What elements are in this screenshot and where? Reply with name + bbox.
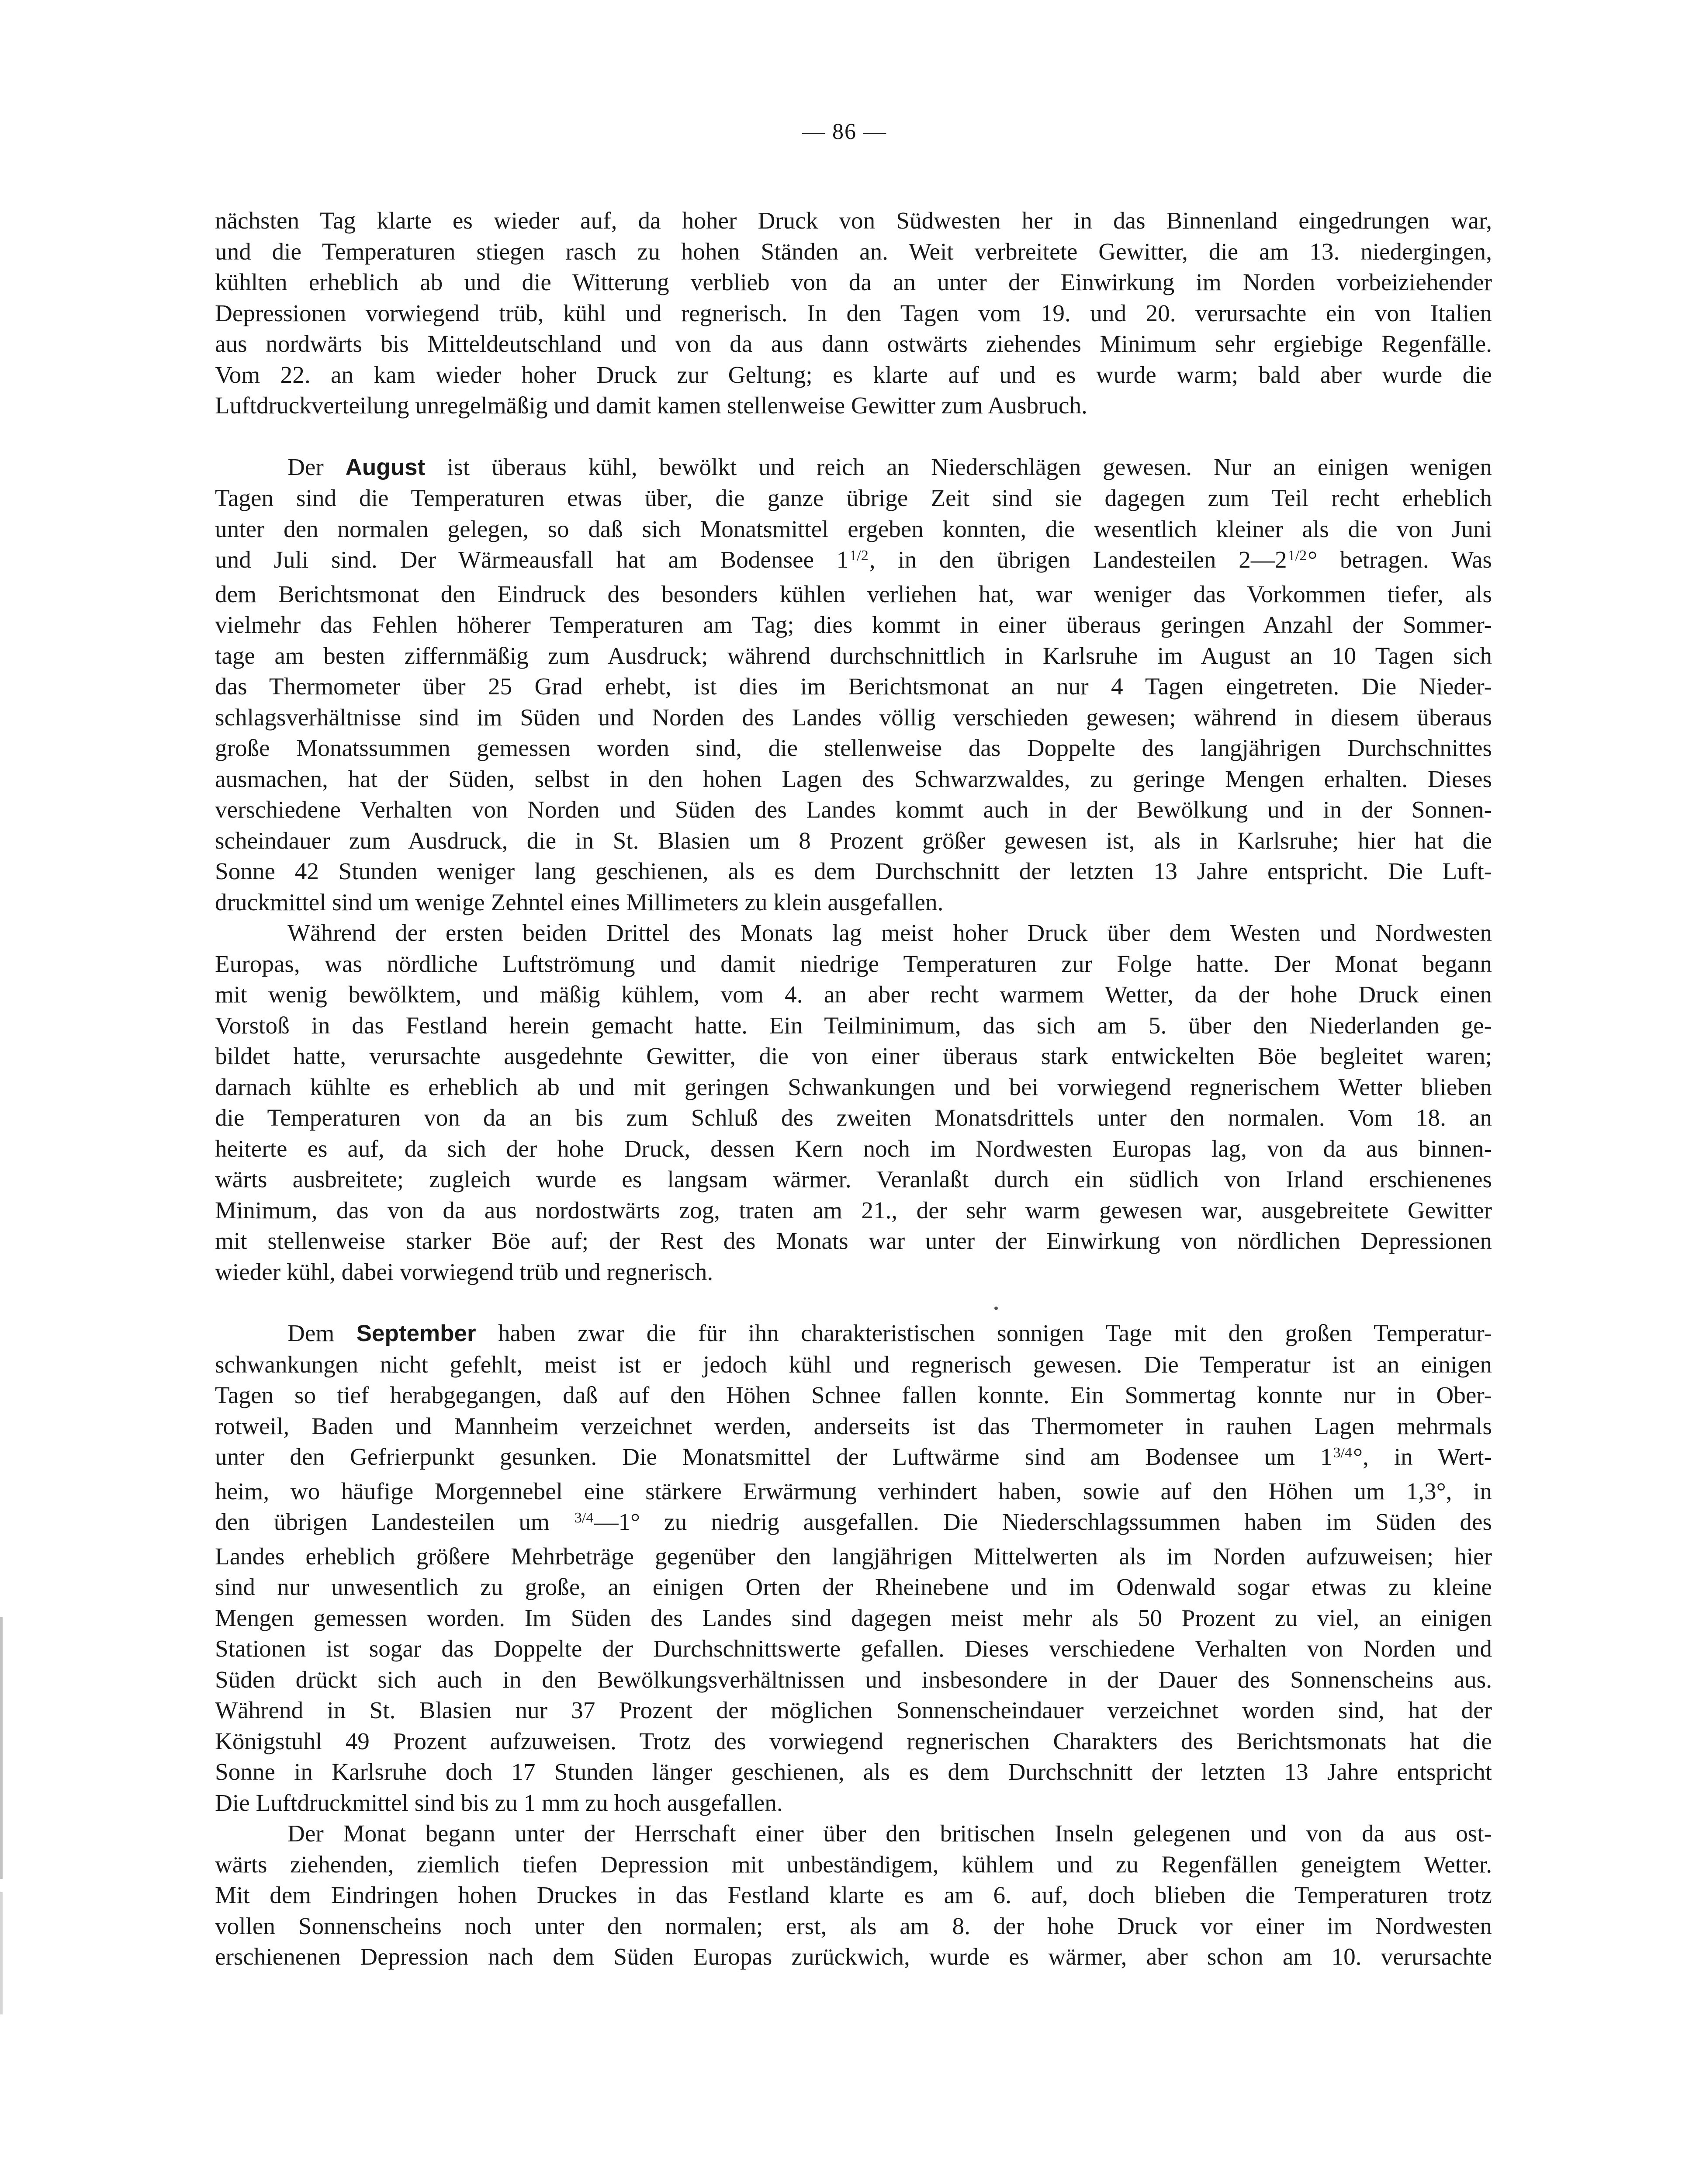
- text-line: unter den Gefrierpunkt gesunken. Die Monatsmittel der Luftwärme sind am Bodensee um $1^{3/4}^\circ$, in Wert-: [215, 1443, 1492, 1470]
- text-line: Depressionen vorwiegend trüb, kühl und regnerisch. In den Tagen vom 19. und 20. verursachte ein von Italien: [215, 299, 1492, 326]
- text-line: dem Berichtsmonat den Eindruck des besonders kühlen verliehen hat, war weniger das Vorkommen tiefer, als: [215, 580, 1492, 607]
- text-line: mit stellenweise starker Böe auf; der Rest des Monats war unter der Einwirkung von nördlichen Depressionen: [215, 1227, 1492, 1254]
- text-line: Der Monat begann unter der Herrschaft einer über den britischen Inseln gelegenen und von da aus ost-: [287, 1820, 1492, 1847]
- text-line: und Juli sind. Der Wärmeausfall hat am Bodensee $1^{1/2}$, in den übrigen Landesteilen $2—2^{1/2}^\circ$ betragen. Was: [215, 546, 1492, 573]
- text-line: Mit dem Eindringen hohen Druckes in das Festland klarte es am 6. auf, doch blieben die Temperaturen trotz: [215, 1882, 1492, 1908]
- text-line: Sonne in Karlsruhe doch 17 Stunden länger geschienen, als es dem Durchschnitt der letzten 13 Jahre entspricht: [215, 1758, 1492, 1785]
- text-line: Vom 22. an kam wieder hoher Druck zur Geltung; es klarte auf und es wurde warm; bald aber wurde die: [215, 361, 1492, 388]
- scan-speck: [994, 1307, 998, 1310]
- text-line: tage am besten ziffernmäßig zum Ausdruck; während durchschnittlich in Karlsruhe im August an 10 Tagen sich: [215, 642, 1492, 669]
- month-heading-august: August: [345, 454, 426, 480]
- text-line: Während in St. Blasien nur 37 Prozent der möglichen Sonnenscheindauer verzeichnet worden sind, hat der: [215, 1697, 1492, 1723]
- text-line: Während der ersten beiden Drittel des Monats lag meist hoher Druck über dem Westen und Nordwesten: [287, 919, 1492, 946]
- text-line: Landes erheblich größere Mehrbeträge gegenüber den langjährigen Mittelwerten als im Norden aufzuweisen; hier: [215, 1543, 1492, 1570]
- text-line: kühlten erheblich ab und die Witterung verblieb von da an unter der Einwirkung im Norden vorbeiziehender: [215, 269, 1492, 295]
- text-line: verschiedene Verhalten von Norden und Süden des Landes kommt auch in der Bewölkung und in der Sonnen-: [215, 796, 1492, 823]
- section-august: [215, 452, 1492, 1288]
- body-text: [215, 205, 1492, 1973]
- text-line: ausmachen, hat der Süden, selbst in den hohen Lagen des Schwarzwaldes, zu geringe Mengen erhalten. Dieses: [215, 765, 1492, 792]
- text-line: Königstuhl 49 Prozent aufzuweisen. Trotz des vorwiegend regnerischen Charakters des Berichtsmonats hat die: [215, 1727, 1492, 1754]
- text-line: erschienenen Depression nach dem Süden Europas zurückwich, wurde es wärmer, aber schon am 10. verursachte: [215, 1943, 1492, 1970]
- text-line: Europas, was nördliche Luftströmung und damit niedrige Temperaturen zur Folge hatte. Der Monat begann: [215, 950, 1492, 977]
- text-line: große Monatssummen gemessen worden sind, die stellenweise das Doppelte des langjährigen Durchschnittes: [215, 735, 1492, 761]
- text-line: heiterte es auf, da sich der hohe Druck, dessen Kern noch im Nordwesten Europas lag, von da aus binnen-: [215, 1135, 1492, 1162]
- text-line: und die Temperaturen stiegen rasch zu hohen Ständen an. Weit verbreitete Gewitter, die am 13. niedergingen,: [215, 238, 1492, 265]
- text-line: Luftdruckverteilung unregelmäßig und damit kamen stellenweise Gewitter zum Ausbruch.: [215, 392, 1087, 419]
- text-line: Tagen sind die Temperaturen etwas über, die ganze übrige Zeit sind sie dagegen zum Teil recht erheblich: [215, 485, 1492, 511]
- text-line: Tagen so tief herabgegangen, daß auf den Höhen Schnee fallen konnte. Ein Sommertag konnte nur in Ober-: [215, 1382, 1492, 1408]
- text-line: die Temperaturen von da an bis zum Schluß des zweiten Monatsdrittels unter den normalen. Vom 18. an: [215, 1104, 1492, 1131]
- paragraph-july-continuation: [215, 205, 1492, 421]
- month-heading-september: September: [356, 1321, 476, 1346]
- text-line: druckmittel sind um wenige Zehntel eines Millimeters zu klein ausgefallen.: [215, 888, 944, 915]
- text-line: Minimum, das von da aus nordostwärts zog, traten am 21., der sehr warm gewesen war, ausgebreitete Gewitter: [215, 1196, 1492, 1224]
- text-line: mit wenig bewölktem, und mäßig kühlem, vom 4. an aber recht warmem Wetter, da der hohe Druck einen: [215, 981, 1492, 1008]
- text-line: vollen Sonnenscheins noch unter den normalen; erst, als am 8. der hohe Druck vor einer im Nordwesten: [215, 1912, 1492, 1939]
- text-line: Die Luftdruckmittel sind bis zu 1 mm zu hoch ausgefallen.: [215, 1789, 783, 1816]
- text-line: den übrigen Landesteilen um $^{3/4}$—1° zu niedrig ausgefallen. Die Niederschlagssummen haben im Süden des: [215, 1508, 1492, 1535]
- text-line: Mengen gemessen worden. Im Süden des Landes sind dagegen meist mehr als 50 Prozent zu viel, an einigen: [215, 1604, 1492, 1631]
- text-line: wärts ausbreitete; zugleich wurde es langsam wärmer. Veranlaßt durch ein südlich von Irland erschienenes: [215, 1166, 1492, 1193]
- text-line: Stationen ist sogar das Doppelte der Durchschnittswerte gefallen. Dieses verschiedene Verhalten von Norden und: [215, 1635, 1492, 1662]
- scan-margin-mark: [0, 1617, 3, 1879]
- text-line: Vorstoß in das Festland herein gemacht hatte. Ein Teilminimum, das sich am 5. über den Niederlanden ge-: [215, 1012, 1492, 1039]
- text-line: wärts ziehenden, ziemlich tiefen Depression mit unbeständigem, kühlem und zu Regenfällen geneigtem Wetter.: [215, 1851, 1492, 1878]
- section-september: [215, 1318, 1492, 1973]
- text-line: Der August ist überaus kühl, bewölkt und reich an Niederschlägen gewesen. Nur an einigen wenigen: [287, 453, 1492, 480]
- text-line: sind nur unwesentlich zu große, an einigen Orten der Rheinebene und im Odenwald sogar etwas zu kleine: [215, 1574, 1492, 1600]
- text-line: schwankungen nicht gefehlt, meist ist er jedoch kühl und regnerisch gewesen. Die Temperatur ist an einigen: [215, 1351, 1492, 1378]
- text-line: Sonne 42 Stunden weniger lang geschienen, als es dem Durchschnitt der letzten 13 Jahre entspricht. Die Luft-: [215, 858, 1492, 884]
- text-line: das Thermometer über 25 Grad erhebt, ist dies im Berichtsmonat an nur 4 Tagen eingetreten. Die Nieder-: [215, 673, 1492, 700]
- text-line: nächsten Tag klarte es wieder auf, da hoher Druck von Südwesten her in das Binnenland eingedrungen war,: [215, 207, 1492, 234]
- text-line: rotweil, Baden und Mannheim verzeichnet werden, anderseits ist das Thermometer in rauhen Lagen mehrmals: [215, 1412, 1492, 1439]
- text-line: darnach kühlte es erheblich ab und mit geringen Schwankungen und bei vorwiegend regnerischem Wetter blieben: [215, 1073, 1492, 1100]
- text-line: Dem September haben zwar die für ihn charakteristischen sonnigen Tage mit den großen Temperatur-: [287, 1320, 1492, 1346]
- text-line: wieder kühl, dabei vorwiegend trüb und regnerisch.: [215, 1258, 713, 1285]
- text-line: Süden drückt sich auch in den Bewölkungsverhältnissen und insbesondere in der Dauer des Sonnenscheins aus.: [215, 1666, 1492, 1693]
- scan-margin-mark: [0, 1892, 3, 2014]
- text-line: heim, wo häufige Morgennebel eine stärkere Erwärmung verhindert haben, sowie auf den Höhen um 1,3°, in: [215, 1477, 1492, 1505]
- text-line: bildet hatte, verursachte ausgedehnte Gewitter, die von einer überaus stark entwickelten Böe begleitet waren;: [215, 1043, 1492, 1069]
- text-line: vielmehr das Fehlen höherer Temperaturen am Tag; dies kommt in einer überaus geringen Anzahl der Sommer-: [215, 611, 1492, 638]
- text-line: aus nordwärts bis Mitteldeutschland und von da aus dann ostwärts ziehendes Minimum sehr ergiebige Regenfälle.: [215, 330, 1492, 357]
- text-line: schlagsverhältnisse sind im Süden und Norden des Landes völlig verschieden gewesen; während in diesem überaus: [215, 704, 1492, 731]
- page-number: — 86 —: [802, 119, 887, 144]
- text-line: unter den normalen gelegen, so daß sich Monatsmittel ergeben konnten, die wesentlich kleiner als die von Juni: [215, 515, 1492, 542]
- text-line: scheindauer zum Ausdruck, die in St. Blasien um 8 Prozent größer gewesen ist, als in Karlsruhe; hier hat die: [215, 827, 1492, 854]
